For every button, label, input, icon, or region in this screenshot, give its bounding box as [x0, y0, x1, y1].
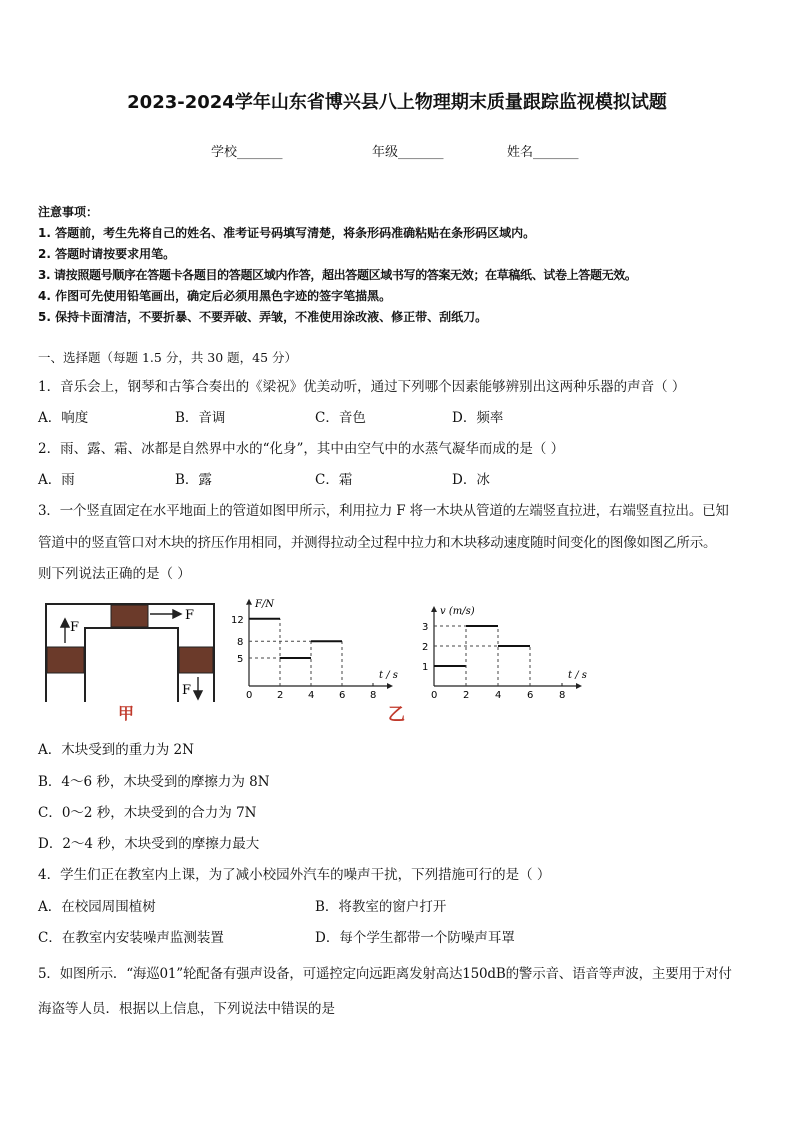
y-tick-label: 1 [422, 662, 429, 673]
q1-option-a[interactable]: A．响度 [38, 410, 89, 426]
question-3-stem-line: 则下列说法正确的是（ ） [38, 566, 191, 582]
x-tick-label: 8 [559, 690, 566, 701]
block-left [47, 647, 84, 673]
x-axis-label: t / s [568, 670, 587, 681]
notice-item: 4. 作图可先使用铅笔画出，确定后必须用黑色字迹的签字笔描黑。 [38, 289, 392, 303]
y-tick-label: 12 [231, 614, 244, 626]
x-tick-label: 4 [308, 690, 315, 701]
pipe-diagram [40, 598, 220, 723]
question-5-stem-line: 5．如图所示．“海巡01”轮配备有强声设备，可遥控定向远距离发射高达150dB的警示音、语音等声波，主要用于对付 [38, 966, 732, 982]
x-tick-label: 6 [339, 690, 346, 701]
notice-item: 5. 保持卡面清洁，不要折暴、不要弄破、弄皱，不准使用涂改液、修正带、刮纸刀。 [38, 310, 488, 324]
pipe-inner-wall [85, 628, 178, 702]
y-axis-label: F/N [255, 598, 275, 610]
notice-heading: 注意事项： [38, 205, 99, 219]
x-tick-label: 0 [431, 690, 438, 701]
q2-option-d[interactable]: D．冰 [452, 472, 490, 488]
y-tick-label: 5 [237, 654, 244, 665]
y-tick-label: 3 [422, 622, 429, 633]
grade-field[interactable]: 年级_______ [372, 145, 444, 160]
q3-option-d[interactable]: D．2～4 秒，木块受到的摩擦力最大 [38, 836, 260, 852]
notice-item: 2. 答题时请按要求用笔。 [38, 247, 176, 261]
y-axis-arrow [431, 606, 437, 612]
question-5-stem-line: 海盗等人员．根据以上信息，下列说法中错误的是 [38, 1001, 335, 1017]
notice-item: 1. 答题前，考生先将自己的姓名、准考证号码填写清楚，将条形码准确粘贴在条形码区域内。 [38, 226, 536, 240]
q2-option-a[interactable]: A．雨 [38, 472, 75, 488]
x-tick-label: 8 [370, 690, 377, 701]
force-time-chart [225, 598, 398, 703]
force-label-top: F [185, 608, 195, 623]
q1-option-c[interactable]: C．音色 [315, 410, 366, 426]
y-tick-label: 2 [422, 642, 429, 653]
y-axis-arrow [246, 599, 252, 605]
question-2-stem: 2．雨、露、霜、冰都是自然界中水的“化身”，其中由空气中的水蒸气凝华而成的是（ ） [38, 441, 565, 457]
q2-option-c[interactable]: C．霜 [315, 472, 353, 488]
velocity-time-chart [410, 598, 590, 703]
q2-option-b[interactable]: B．露 [175, 472, 212, 488]
x-tick-label: 2 [277, 690, 284, 701]
question-3-stem-line: 3．一个竖直固定在水平地面上的管道如图甲所示，利用拉力 F 将一木块从管道的左端竖直拉进，右端竖直拉出。已知 [38, 503, 729, 519]
q4-option-b[interactable]: B．将教室的窗户打开 [315, 899, 447, 915]
x-tick-label: 2 [463, 690, 470, 701]
q4-option-d[interactable]: D．每个学生都带一个防噪声耳罩 [315, 930, 515, 946]
figure-caption-jia: 甲 [118, 704, 135, 723]
name-field[interactable]: 姓名_______ [507, 145, 579, 160]
y-tick-label: 8 [237, 637, 244, 649]
q3-option-b[interactable]: B．4～6 秒，木块受到的摩擦力为 8N [38, 774, 270, 790]
x-tick-label: 0 [246, 690, 253, 701]
notice-item: 3. 请按照题号顺序在答题卡各题目的答题区域内作答，超出答题区域书写的答案无效；在草稿纸、试卷上答题无效。 [38, 268, 637, 282]
figure-caption-yi: 乙 [388, 705, 405, 725]
x-axis-label: t / s [379, 670, 398, 681]
q1-option-b[interactable]: B．音调 [175, 410, 226, 426]
x-axis-arrow [387, 683, 393, 689]
q4-option-a[interactable]: A．在校园周围植树 [38, 899, 156, 915]
question-4-stem: 4．学生们正在教室内上课，为了减小校园外汽车的噪声干扰，下列措施可行的是（ ） [38, 867, 551, 883]
q4-option-c[interactable]: C．在教室内安装噪声监测装置 [38, 930, 224, 946]
x-axis-arrow [576, 683, 582, 689]
force-label-left: F [70, 620, 80, 635]
x-tick-label: 6 [527, 690, 534, 701]
x-tick-label: 4 [495, 690, 502, 701]
school-field[interactable]: 学校_______ [211, 145, 283, 160]
y-axis-label: v (m/s) [440, 606, 475, 617]
page-title: 2023-2024学年山东省博兴县八上物理期末质量跟踪监视模拟试题 [127, 92, 667, 113]
question-1-stem: 1．音乐会上，钢琴和古筝合奏出的《梁祝》优美动听，通过下列哪个因素能够辨别出这两种乐器的声音（ ） [38, 379, 686, 395]
block-top [111, 605, 148, 627]
block-right [179, 647, 213, 673]
force-label-right: F [182, 683, 192, 698]
question-3-stem-line: 管道中的竖直管口对木块的挤压作用相同，并测得拉动全过程中拉力和木块移动速度随时间变化的图像如图乙所示。 [38, 535, 717, 551]
q3-option-c[interactable]: C．0～2 秒，木块受到的合力为 7N [38, 805, 257, 821]
section-heading: 一、选择题（每题 1.5 分，共 30 题，45 分） [38, 350, 298, 365]
q3-option-a[interactable]: A．木块受到的重力为 2N [38, 742, 194, 758]
q1-option-d[interactable]: D．频率 [452, 410, 504, 426]
